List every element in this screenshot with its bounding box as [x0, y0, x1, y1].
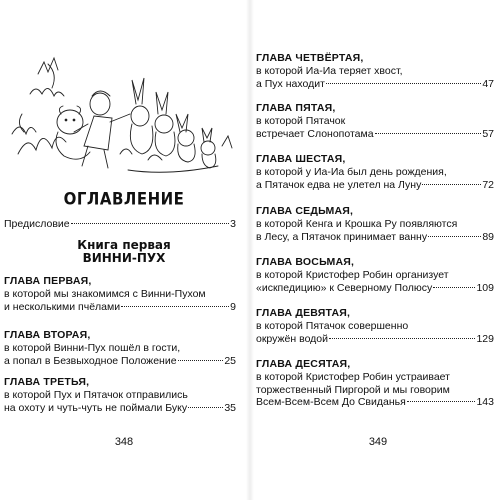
- chapter-page: 129: [476, 332, 494, 345]
- chapter-desc-last: а Пятачок едва не улетел на Луну: [256, 178, 422, 191]
- chapter-title: ГЛАВА ВТОРАЯ,: [4, 329, 91, 341]
- chapter-desc-last: Всем-Всем-Всем До Свиданья: [256, 396, 406, 408]
- chapter-title: ГЛАВА ПЯТАЯ,: [256, 102, 336, 114]
- chapter-desc-line: в которой Пятачок совершенно: [256, 320, 409, 332]
- chapter-last-line: [4, 355, 236, 368]
- book-heading-title: ВИННИ-ПУХ: [82, 251, 166, 265]
- toc-entry-chapter-9: [256, 307, 494, 345]
- leader-dots: [433, 287, 475, 288]
- book-heading-part: Книга первая: [77, 238, 171, 252]
- chapter-last-line: [256, 78, 494, 91]
- chapter-desc-last: «искпедицию» к Северному Полюсу: [256, 281, 433, 294]
- chapter-desc-line: в которой Кристофер Робин организует: [256, 269, 449, 281]
- chapter-page: 109: [476, 281, 494, 294]
- toc-entry-chapter-6: [256, 153, 494, 191]
- chapter-page: 9: [230, 300, 236, 313]
- chapter-desc-line: в которой мы знакомимся с Винни-Пухом: [4, 288, 206, 300]
- chapter-title: ГЛАВА ДЕСЯТАЯ,: [256, 358, 351, 370]
- left-page: [0, 0, 248, 500]
- leader-dots: [326, 83, 481, 84]
- leader-dots: [428, 236, 481, 237]
- leader-dots: [407, 401, 476, 402]
- chapter-page: 57: [482, 127, 494, 140]
- leader-dots: [178, 360, 224, 361]
- chapter-desc-last: на охоту и чуть-чуть не поймали Буку: [4, 401, 188, 414]
- chapter-desc-last: а Пух находит: [256, 77, 325, 90]
- chapter-desc-line: в которой Кенга и Крошка Ру появляются: [256, 218, 458, 230]
- toc-entry-chapter-4: [256, 52, 494, 90]
- toc-entry-chapter-1: [4, 275, 236, 313]
- chapter-last-line: [4, 301, 236, 314]
- leader-dots: [422, 184, 481, 185]
- chapter-last-line: [4, 402, 236, 415]
- chapter-desc-last: окружён водой: [256, 332, 329, 345]
- leader-dots: [121, 306, 229, 307]
- chapter-last-line: [256, 333, 494, 346]
- chapter-title: ГЛАВА ПЕРВАЯ,: [4, 275, 92, 287]
- chapter-last-line: [256, 179, 494, 192]
- chapter-title: ГЛАВА СЕДЬМАЯ,: [256, 205, 354, 217]
- leader-dots: [329, 338, 475, 339]
- chapter-page: 143: [476, 396, 494, 408]
- chapter-title: ГЛАВА ДЕВЯТАЯ,: [256, 307, 351, 319]
- preface-page: 3: [230, 218, 236, 230]
- toc-entry-chapter-7: [256, 205, 494, 243]
- book-heading: [0, 239, 248, 265]
- toc-entry-chapter-3: [4, 376, 236, 414]
- chapter-page: 72: [482, 178, 494, 191]
- toc-entry-chapter-2: [4, 329, 236, 367]
- chapter-page: 35: [224, 401, 236, 414]
- preface-entry: [4, 218, 236, 231]
- chapter-desc-line: торжественный Пиргорой и мы говорим: [256, 383, 450, 396]
- leader-dots: [188, 407, 223, 408]
- page-number-right: 349: [368, 436, 388, 448]
- chapter-last-line: [256, 396, 494, 409]
- chapter-desc-last: а попал в Безвыходное Положение: [4, 354, 177, 367]
- chapter-title: ГЛАВА ТРЕТЬЯ,: [4, 376, 90, 388]
- chapter-desc-last: встречает Слонопотама: [256, 127, 374, 140]
- chapter-title: ГЛАВА ВОСЬМАЯ,: [256, 256, 355, 268]
- chapter-desc-line: в которой Кристофер Робин устраивает: [256, 371, 450, 383]
- leader-dots: [375, 133, 482, 134]
- chapter-title: ГЛАВА ШЕСТАЯ,: [256, 153, 346, 165]
- chapter-page: 89: [482, 230, 494, 243]
- chapter-desc-line: в которой Винни-Пух пошёл в гости,: [4, 342, 181, 354]
- chapter-title: ГЛАВА ЧЕТВЁРТАЯ,: [256, 52, 364, 64]
- toc-entry-chapter-10: [256, 358, 494, 409]
- chapter-desc-line: в которой Иа-Иа теряет хвост,: [256, 65, 403, 77]
- chapter-page: 25: [224, 354, 236, 367]
- toc-entry-chapter-8: [256, 256, 494, 294]
- toc-entry-chapter-5: [256, 102, 494, 140]
- page-number-left: 348: [114, 436, 134, 448]
- toc-title: ОГЛАВЛЕНИЕ: [63, 188, 185, 210]
- chapter-desc-last: в Лесу, а Пятачок принимает ванну: [256, 230, 428, 243]
- chapter-desc-last: и несколькими пчёлами: [4, 300, 121, 313]
- chapter-last-line: [256, 128, 494, 141]
- chapter-page: 47: [482, 77, 494, 90]
- chapter-last-line: [256, 231, 494, 244]
- chapter-desc-line: в которой Пух и Пятачок отправились: [4, 389, 188, 401]
- chapter-last-line: [256, 282, 494, 295]
- right-page: [252, 0, 500, 500]
- pooh-and-rabbits-illustration: [8, 34, 240, 184]
- chapter-desc-line: в которой у Иа-Иа был день рождения,: [256, 166, 447, 178]
- preface-label: Предисловие: [4, 218, 70, 230]
- chapter-desc-line: в которой Пятачок: [256, 115, 346, 127]
- leader-dots: [71, 223, 230, 224]
